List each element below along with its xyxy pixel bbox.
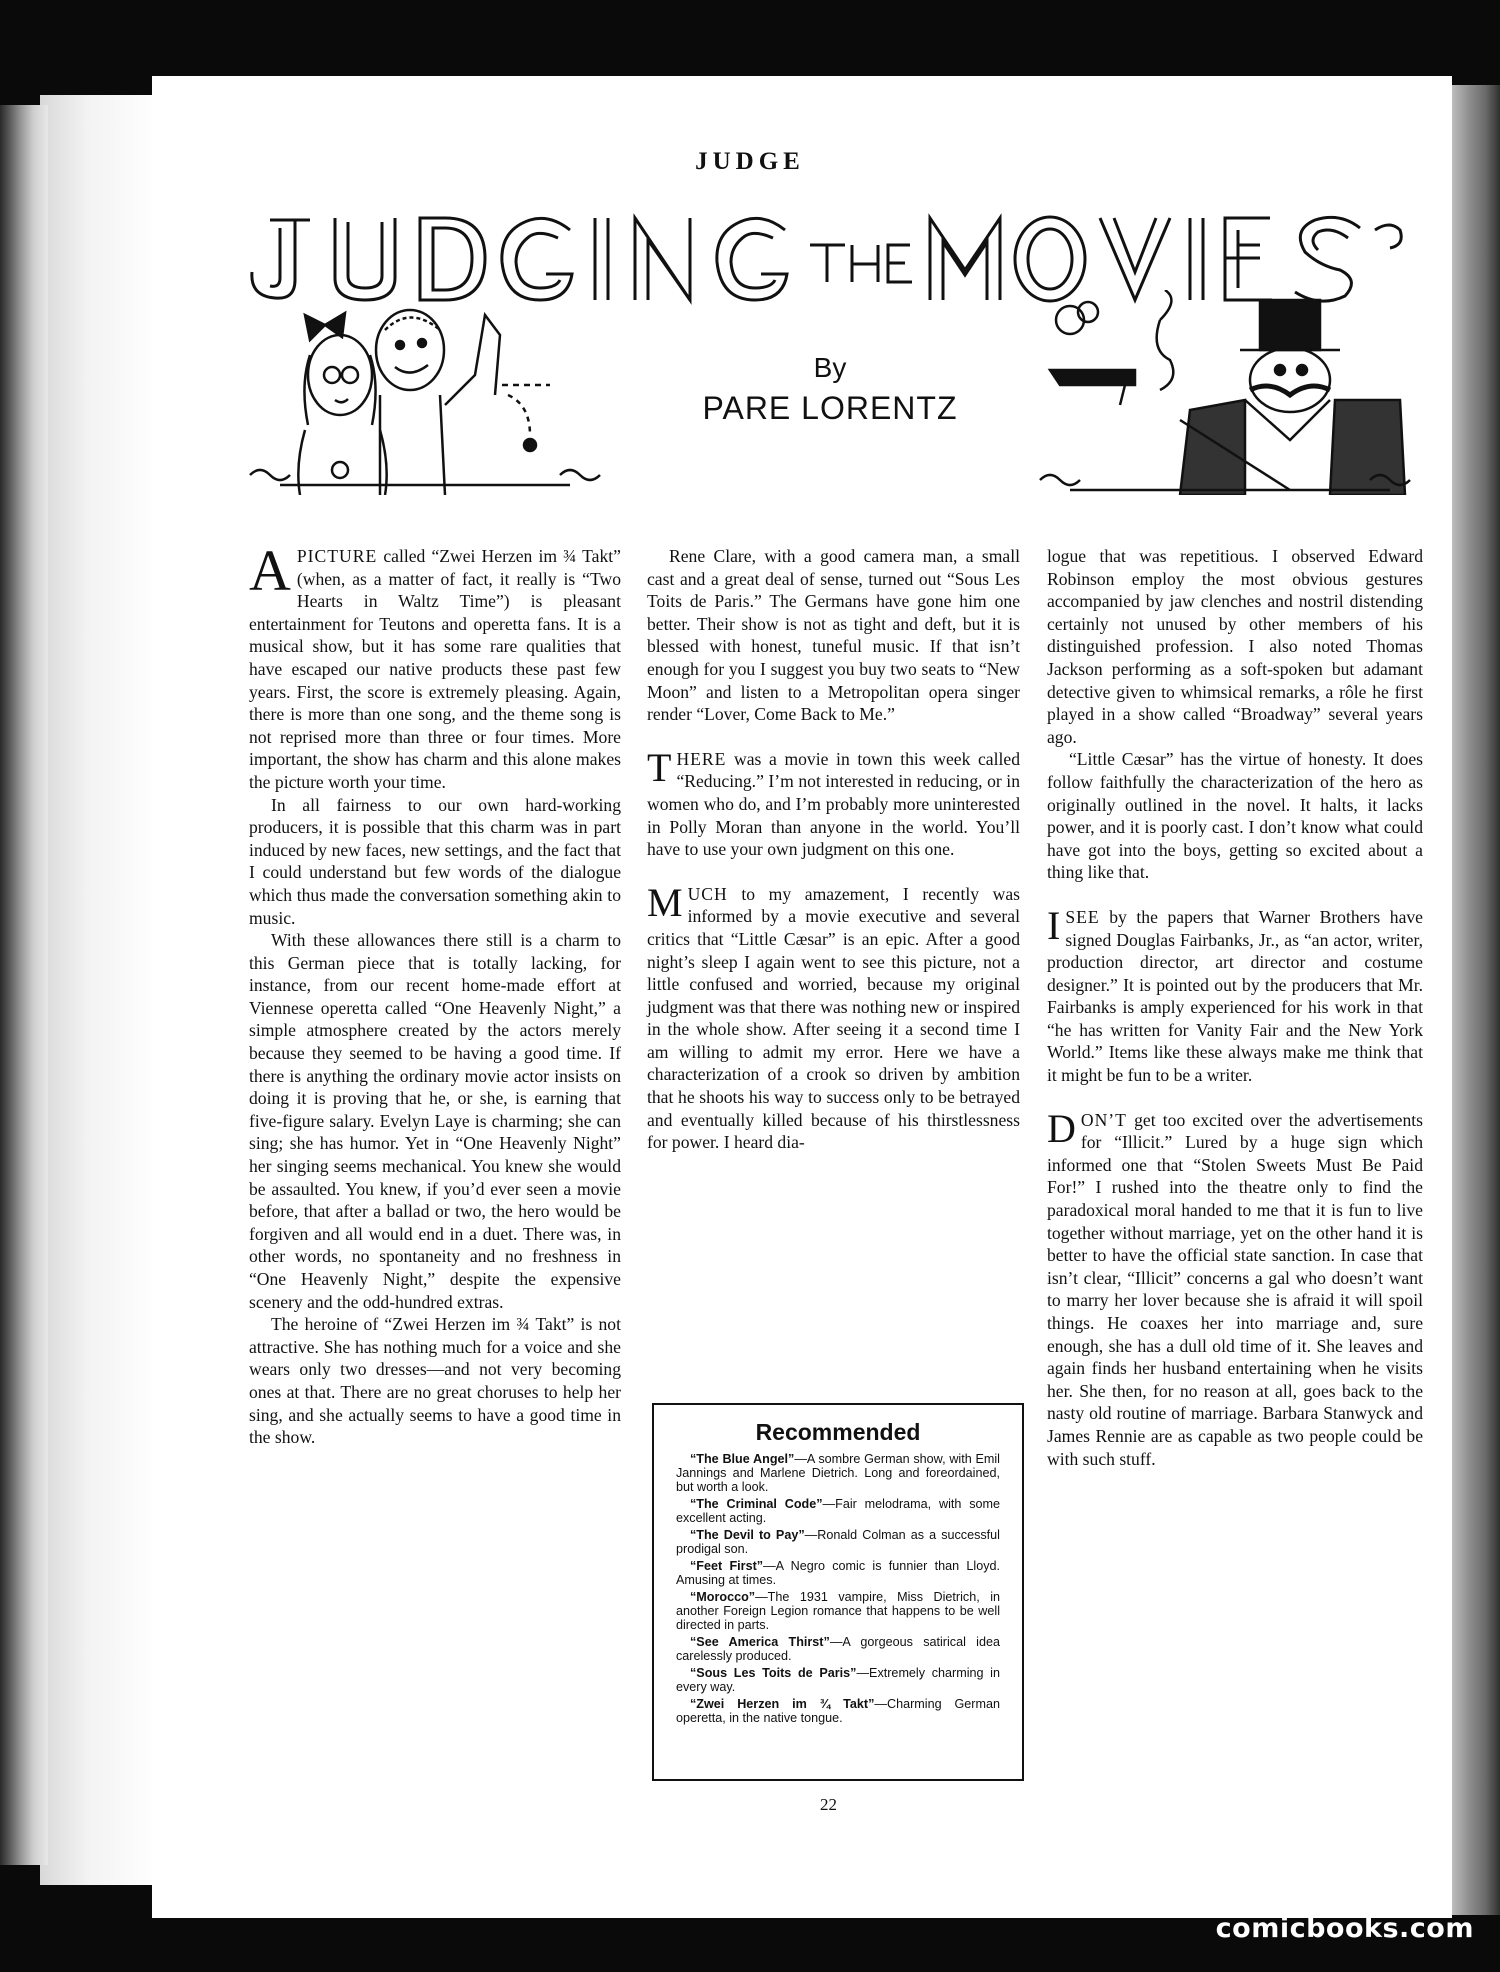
- book-page-edge-right: [1452, 85, 1500, 1915]
- book-page-stack-left: [40, 95, 160, 1885]
- drop-cap: M: [647, 879, 683, 925]
- paragraph-text: get too excited over the advertisements for “Illicit.” Lured by a huge sign which informed one that “Stolen Sweets Must Be Paid For!” I rushed into the theatre only to find the paradoxical moral handed to me that it is fun to live together without marriage, yet on the other hand it is better to have the official state sanction. In case that isn’t clear, “Illicit” concerns a gal who doesn’t want to marry her lover because she is afraid it will spoil things. He coaxes her into marriage and, sure enough, she has a dull old time of it. She leaves and again finds her husband entertaining when he visits her. She then, for no reason at all, goes back to the nasty old routine of marriage. Barbara Stanwyck and James Rennie are as capable as two people could be with such stuff.: [1047, 1109, 1423, 1469]
- drop-cap: A: [249, 538, 291, 603]
- paragraph-text: was a movie in town this week called “Reducing.” I’m not interested in reducing, or in women who do, and I’m probably more uninterested in Polly Moran than anyone in the world. You’ll have to use your own judgment on this one.: [647, 748, 1020, 860]
- recommended-title: Recommended: [755, 1419, 921, 1445]
- paragraph: “Little Cæsar” has the virtue of honesty. It does follow faithfully the characterization of the hero as originally outlined in the novel. It halts, it lacks power, and it is poorly cast. I don’t know what could have got into the boys, getting so excited about a thing like that.: [1047, 749, 1423, 883]
- drop-cap: T: [647, 744, 672, 790]
- paragraph: [1047, 1105, 1423, 1471]
- recommended-item: “The Blue Angel”—A sombre German show, with Emil Jannings and Marlene Dietrich. Long and foreordained, but worth a look.: [676, 1452, 1000, 1494]
- recommended-item: “The Criminal Code”—Fair melodrama, with some excellent acting.: [676, 1497, 1000, 1525]
- paragraph: [647, 879, 1020, 1154]
- paragraph: In all fairness to our own hard-working producers, it is possible that this charm was in part induced by new faces, new settings, and the fact that I could understand but few words of the dialogue which thus made the conversation something akin to music.: [249, 794, 621, 928]
- paragraph: [647, 744, 1020, 861]
- magazine-name: JUDGE: [695, 148, 805, 175]
- paragraph: logue that was repetitious. I observed Edward Robinson employ the most obvious gestures accompanied by jaw clenches and nostril distending certainly not unused by other members of his distinguished profession. I also noted Thomas Jackson performing as a soft-spoken but adamant detective given to whimsical remarks, a rôle he first played in a show called “Broadway” several years ago.: [1047, 546, 1423, 747]
- watermark: comicbooks.com: [1215, 1913, 1474, 1944]
- recommended-box: [652, 1403, 1024, 1781]
- paragraph: The heroine of “Zwei Herzen im ¾ Takt” is not attractive. She has nothing much for a voice and she wears only two dresses—and not very becoming ones at that. There are no great choruses to help her sing, and she actually seems to have a good time in the show.: [249, 1314, 621, 1448]
- villain-illustration: [1030, 290, 1430, 495]
- recommended-item: “Sous Les Toits de Paris”—Extremely charming in every way.: [676, 1666, 1000, 1694]
- paragraph: With these allowances there still is a charm to this German piece that is totally lacking, for instance, from our recent home-made effort at Viennese operetta called “One Heavenly Night,” a simple atmosphere created by the actors merely because they seemed to be having a good time. If there is anything the ordinary movie actor insists on doing it is proving that he, or she, is earning that five-figure salary. Evelyn Laye is charming; she can sing; she has humor. Yet in “One Heavenly Night” her singing seems mechanical. You knew she would be assaulted. You knew, if you’d ever seen a movie before, that after a ballad or two, the hero would be forgiven and all would end in a duet. There was, in other words, no spontaneity and no freshness in “One Heavenly Night,” despite the expensive scenery and the odd-hundred extras.: [249, 930, 621, 1312]
- couple-illustration: [240, 295, 640, 495]
- paragraph: [1047, 902, 1423, 1087]
- lead-in: PICTURE: [296, 546, 378, 566]
- article-column-1: [249, 538, 621, 1449]
- recommended-item: “Morocco”—The 1931 vampire, Miss Dietrich, in another Foreign Legion romance that happens to be well directed in parts.: [676, 1590, 1000, 1632]
- drop-cap: D: [1047, 1105, 1076, 1151]
- recommended-item: “Feet First”—A Negro comic is funnier than Lloyd. Amusing at times.: [676, 1559, 1001, 1587]
- lead-in: HERE: [676, 748, 727, 769]
- lead-in: SEE: [1065, 906, 1100, 927]
- recommended-item: “The Devil to Pay”—Ronald Colman as a successful prodigal son.: [676, 1528, 1000, 1556]
- book-spine-edge: [0, 105, 48, 1865]
- lead-in: UCH: [687, 883, 728, 904]
- paragraph-text: called “Zwei Herzen im ¾ Takt” (when, as a matter of fact, it really is “Two Hearts in Waltz Time”) is pleasant entertainment for Teutons and operetta fans. It is a musical show, but it has some rare qualities that have escaped our native products these past few years. First, the score is extremely pleasing. Again, there is more than one song, and the theme song is not reprised more than three or four times. More important, the show has charm and this alone makes the picture worth your time.: [249, 546, 621, 792]
- paragraph: Rene Clare, with a good camera man, a small cast and a great deal of sense, turned out “Sous Les Toits de Paris.” The Germans have gone him one better. Their show is not as tight and deft, but it is blessed with honest, tuneful music. If that isn’t enough for you I suggest you buy two seats to “New Moon” and listen to a Metropolitan opera singer render “Lover, Come Back to Me.”: [647, 546, 1020, 725]
- paragraph-text: by the papers that Warner Brothers have signed Douglas Fairbanks, Jr., as “an actor, writer, production director, art director and costume designer.” It is pointed out by the producers that Mr. Fairbanks is amply experienced for his work in that “he has written for Vanity Fair and the New York World.” Items like these always make me think that it might be fun to be a writer.: [1047, 906, 1423, 1086]
- recommended-item: “See America Thirst”—A gorgeous satirical idea carelessly produced.: [676, 1635, 1000, 1663]
- byline-author: PARE LORENTZ: [702, 390, 958, 426]
- page-number: 22: [820, 1795, 837, 1814]
- drop-cap: I: [1047, 902, 1061, 948]
- byline: [660, 352, 1000, 427]
- article-column-2: [647, 545, 1020, 1154]
- paragraph: [249, 538, 621, 794]
- paragraph-text: to my amazement, I recently was informed by a movie executive and several critics that “Little Cæsar” is an epic. After a good night’s sleep I again went to see this picture, not a little confused and worried, because my original judgment was that there was nothing new or inspired in the whole show. After seeing it a second time I am willing to admit my error. Here we have a characterization of a crook so driven by ambition that he shoots his way to success only to be betrayed and eventually killed because of his thirstlessness for power. I heard dia-: [647, 883, 1020, 1153]
- recommended-item: “Zwei Herzen im ¾ Takt”—Charming German operetta, in the native tongue.: [676, 1697, 1001, 1725]
- article-column-3: [1047, 545, 1423, 1470]
- byline-by: By: [813, 352, 847, 383]
- lead-in: ON’T: [1080, 1109, 1127, 1130]
